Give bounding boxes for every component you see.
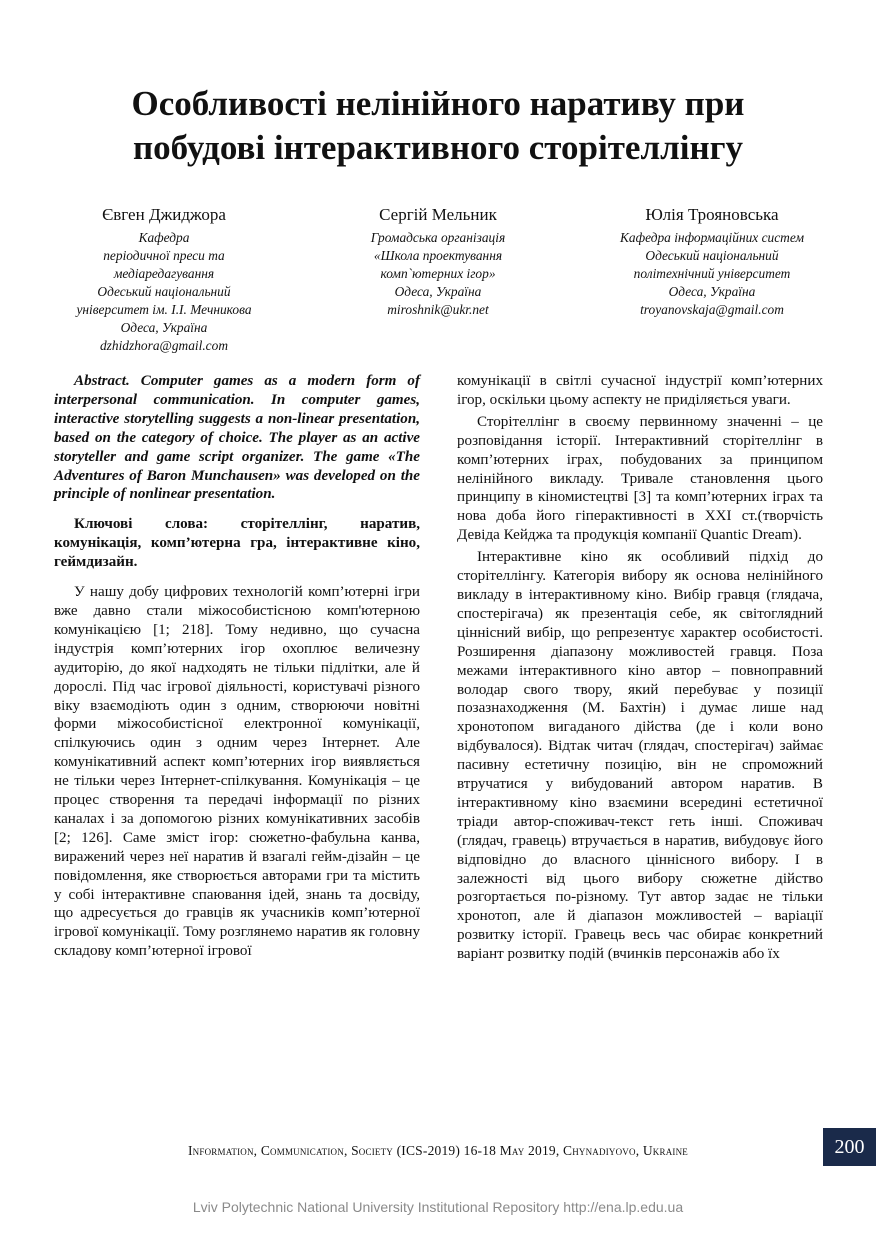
author-email[interactable]: miroshnik@ukr.net: [387, 302, 489, 317]
affiliation-line: медіаредагування: [113, 266, 215, 281]
affiliation-line: комп`ютерних ігор»: [380, 266, 496, 281]
author-affiliation: [44, 229, 284, 355]
paper-title: [60, 82, 816, 170]
author-name: Сергій Мельник: [379, 205, 497, 224]
body-paragraph: комунікації в світлі сучасної індустрії комп’ютерних ігор, оскільки цьому аспекту не приділяється уваги.: [457, 373, 823, 408]
page-number: 200: [823, 1128, 876, 1166]
right-column: [457, 372, 823, 964]
affiliation-line: «Школа проектування: [373, 248, 503, 263]
affiliation-line: політехнічний університет: [633, 266, 791, 281]
keywords: Ключові слова: сторітеллінг, наратив, комунікація, комп’ютерна гра, інтерактивне кіно, геймдизайн.: [54, 516, 420, 571]
author-email[interactable]: troyanovskaja@gmail.com: [640, 302, 784, 317]
abstract: Abstract. Computer games as a modern form of interpersonal communication. In computer games, interactive storytelling suggests a non-linear presentation, based on the category of choice. The player as an active storyteller and game script organizer. The game «The Adventures of Baron Munchausen» was developed on the principle of nonlinear presentation.: [54, 373, 420, 503]
author-affiliation: [318, 229, 558, 319]
affiliation-line: Громадська організація: [370, 230, 506, 245]
affiliation-line: університет ім. І.І. Мечникова: [76, 302, 252, 317]
left-column: [54, 372, 420, 961]
conference-footer: [0, 1143, 876, 1159]
author-name: Євген Джиджора: [102, 205, 226, 224]
author-email[interactable]: dzhidzhora@gmail.com: [99, 338, 228, 353]
author-block-1: [44, 204, 284, 355]
author-name: Юлія Трояновська: [645, 205, 779, 224]
repository-watermark: Lviv Polytechnic National University Institutional Repository http://ena.lp.edu.ua: [192, 1199, 684, 1215]
author-block-3: [592, 204, 832, 319]
title-line-2: побудові інтерактивного сторітеллінгу: [132, 128, 744, 167]
affiliation-line: періодичної преси та: [103, 248, 225, 263]
body-paragraph: У нашу добу цифрових технологій комп’ютерні ігри вже давно стали міжособистісною комп'ютерною комунікацією [1; 218]. Тому недивно, що сучасна індустрія комп’ютерних ігор охоплює величезну аудиторію, до якої надходять не тільки підлітки, але й дорослі. Під час ігрової діяльності, користувачі різного віку взаємодіють один з одним, створюючи новітні форми міжособистісної електронної комунікації, спілкуючись один з одним через Інтернет. Але комунікативний аспект комп’ютерних ігор виявляється не тільки через Інтернет-спілкування. Комунікація – це процес створення та передачі інформації по різних каналах і за допомогою різних комунікативних засобів [2; 126]. Саме зміст ігор: сюжетно-фабульна канва, виражений через неї наратив й взагалі гейм-дізайн – це повідомлення, яке створюється авторами гри та містить у собі інтерактивне спаювання ідей, знань та досвіду, що адресується до гравців як учасників комп’ютерної ігрової комунікації. Тому розглянемо наратив як головну складову комп’ютерної ігрової: [54, 584, 420, 960]
author-affiliation: [592, 229, 832, 319]
footer-text: Information, Communication, Society (ICS-2019) 16-18 May 2019, Chynadiyovo, Ukraine: [187, 1143, 689, 1158]
affiliation-line: Одеса, Україна: [394, 284, 482, 299]
affiliation-line: Одеса, Україна: [668, 284, 756, 299]
affiliation-line: Одеса, Україна: [120, 320, 208, 335]
body-paragraph: Інтерактивне кіно як особливий підхід до сторітеллінгу. Категорія вибору як основа нелінійного викладу в інтерактивному кіно. Вибір гравця (глядача, спостерігача) як презентація себе, як світоглядний ціннісний вибір, що репрезентує характер особистості. Розширення діапазону можливостей гравця. Поза межами інтерактивного кіно автор – повноправний володар свого твору, який перебуває у позиції позазнаходження (М. Бахтін) і думає лише над хронотопом вигаданого дійства (де і коли воно відбувалося). Відтак читач (глядач, спостерігач) займає пасивну естетичну позицію, він не спроможний втручатися у вибудований автором наратив. В інтерактивному кіно взаємини всередині естетичної тріади автор-споживач-текст геть інші. Споживач (глядач, гравець) втручається в наратив, вибудовує його відповідно до власного ціннісного вибору. І в залежності від цього вибору сюжетне дійство розгортається по-різному. Тут автор задає не тільки хронотоп, але й діапазон можливостей – варіації розвитку історії. Гравець весь час обирає конкретний варіант розвитку подій (вчинків персонажів або їх: [457, 549, 823, 963]
affiliation-line: Кафедра: [138, 230, 190, 245]
body-paragraph: Сторітеллінг в своєму первинному значенні – це розповідання історії. Інтерактивний сторітеллінг в комп’ютерних іграх, побудованих за принципом нелінійного викладу. Тривале становлення цього принципу в кіномистецтві [3] та комп’ютерних іграх та нова доба його гіперактивності в XXI ст.(творчість Девіда Кейджа та продукція компанії Quantic Dream).: [457, 413, 823, 544]
affiliation-line: Одеський національний: [97, 284, 231, 299]
affiliation-line: Кафедра інформаційних систем: [619, 230, 805, 245]
title-line-1: Особливості нелінійного наративу при: [131, 84, 745, 123]
author-block-2: [318, 204, 558, 319]
affiliation-line: Одеський національний: [645, 248, 779, 263]
